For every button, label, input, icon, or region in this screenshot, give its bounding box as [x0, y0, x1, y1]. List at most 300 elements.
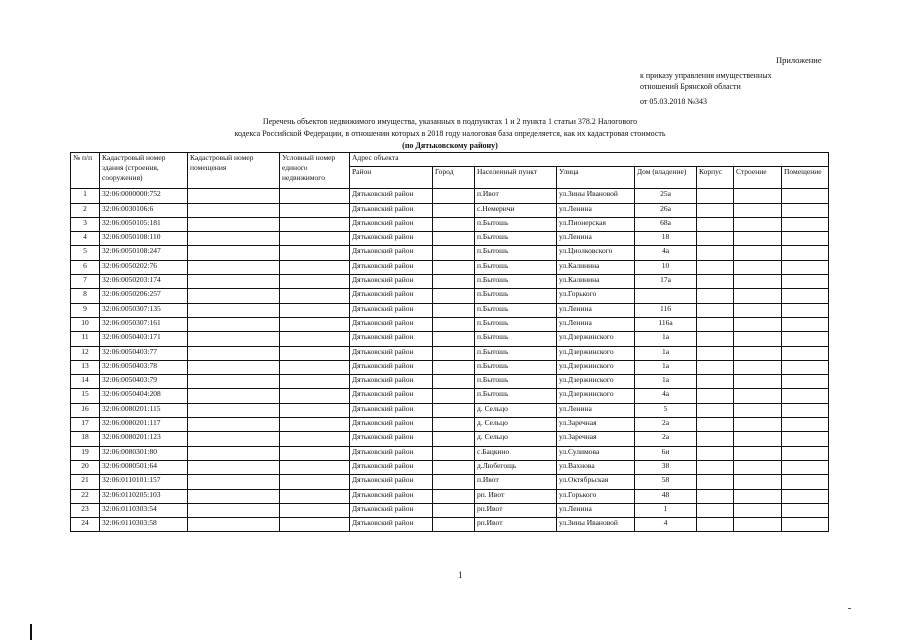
col-header-district: Район [350, 167, 433, 189]
cell-settlement: п.Бытошь [475, 217, 557, 231]
cell-street: ул.Циолковского [557, 246, 635, 260]
cell-settlement: п.Бытошь [475, 317, 557, 331]
cell-house: 116 [635, 303, 697, 317]
cell-house: 18 [635, 232, 697, 246]
cell-district: Дятьковский район [350, 289, 433, 303]
cell-cond-number [280, 189, 350, 203]
cell-district: Дятьковский район [350, 403, 433, 417]
cell-num: 10 [71, 317, 100, 331]
cell-num: 7 [71, 275, 100, 289]
cell-cad-room [188, 317, 280, 331]
cell-num: 12 [71, 346, 100, 360]
cell-district: Дятьковский район [350, 432, 433, 446]
cell-building [697, 475, 734, 489]
cell-street: ул.Дзержинского [557, 360, 635, 374]
cell-cad-building: 32:06:0080301:80 [100, 446, 188, 460]
cell-district: Дятьковский район [350, 203, 433, 217]
cell-house: 48 [635, 489, 697, 503]
cell-cond-number [280, 217, 350, 231]
cell-cad-building: 32:06:0080201:115 [100, 403, 188, 417]
cell-building [697, 489, 734, 503]
cell-house: 4а [635, 389, 697, 403]
cell-street: ул.Заречная [557, 432, 635, 446]
cell-settlement: п.Бытошь [475, 232, 557, 246]
cell-structure [734, 189, 782, 203]
cell-room [782, 332, 829, 346]
cell-cad-building: 32:06:0110303:54 [100, 503, 188, 517]
cell-num: 16 [71, 403, 100, 417]
cell-settlement: п.Бытошь [475, 360, 557, 374]
cell-building [697, 375, 734, 389]
cell-street: ул.Ленина [557, 317, 635, 331]
cell-settlement: п.Ивот [475, 189, 557, 203]
cell-structure [734, 489, 782, 503]
page-number: 1 [458, 570, 463, 580]
cell-structure [734, 217, 782, 231]
cell-room [782, 432, 829, 446]
cell-building [697, 346, 734, 360]
cell-cad-room [188, 503, 280, 517]
cell-city [433, 232, 475, 246]
cell-cad-room [188, 246, 280, 260]
cell-district: Дятьковский район [350, 489, 433, 503]
cell-num: 2 [71, 203, 100, 217]
cell-cad-building: 32:06:0110205:103 [100, 489, 188, 503]
table-row [71, 418, 829, 432]
cell-house: 1а [635, 332, 697, 346]
cell-room [782, 289, 829, 303]
cell-cad-building: 32:06:0080501:64 [100, 460, 188, 474]
cell-room [782, 275, 829, 289]
cell-cad-room [188, 332, 280, 346]
cell-district: Дятьковский район [350, 189, 433, 203]
cell-room [782, 303, 829, 317]
cell-house: 25а [635, 189, 697, 203]
document-title-line-1: Перечень объектов недвижимого имущества, указанных в подпунктах 1 и 2 пункта 1 статьи 378.2 Налогового [262, 117, 638, 126]
cell-house: 26а [635, 203, 697, 217]
cell-structure [734, 317, 782, 331]
cell-settlement: п.Бытошь [475, 303, 557, 317]
cell-cad-room [188, 346, 280, 360]
cell-street: ул.Калинина [557, 275, 635, 289]
cell-cad-building: 32:06:0050307:161 [100, 317, 188, 331]
cell-num: 19 [71, 446, 100, 460]
cell-structure [734, 389, 782, 403]
cell-num: 15 [71, 389, 100, 403]
cell-room [782, 389, 829, 403]
cell-settlement: с.Немеричи [475, 203, 557, 217]
cell-house: 5 [635, 403, 697, 417]
cell-house: 6и [635, 446, 697, 460]
cell-building [697, 203, 734, 217]
cell-room [782, 360, 829, 374]
cell-street: ул.Дзержинского [557, 332, 635, 346]
cell-district: Дятьковский район [350, 518, 433, 532]
cell-room [782, 418, 829, 432]
cell-num: 1 [71, 189, 100, 203]
cell-cond-number [280, 360, 350, 374]
cell-cad-room [188, 189, 280, 203]
cell-settlement: п.Бытошь [475, 289, 557, 303]
cell-house: 1 [635, 503, 697, 517]
cell-cond-number [280, 303, 350, 317]
cell-structure [734, 360, 782, 374]
cell-settlement: рп. Ивот [475, 489, 557, 503]
cell-cond-number [280, 489, 350, 503]
table-row [71, 332, 829, 346]
cell-room [782, 346, 829, 360]
cell-building [697, 518, 734, 532]
cell-num: 20 [71, 460, 100, 474]
table-row [71, 375, 829, 389]
cell-cad-room [188, 232, 280, 246]
document-title-line-2: кодекса Российской Федерации, в отношении которых в 2018 году налоговая база определяется, как их кадастровая стоимость [234, 129, 666, 138]
cell-room [782, 260, 829, 274]
table-row [71, 432, 829, 446]
cell-city [433, 418, 475, 432]
cell-room [782, 217, 829, 231]
cell-street: ул.Калинина [557, 260, 635, 274]
cell-city [433, 360, 475, 374]
cell-room [782, 503, 829, 517]
cell-cad-building: 32:06:0110303:58 [100, 518, 188, 532]
cell-cad-room [188, 203, 280, 217]
cell-building [697, 432, 734, 446]
cell-district: Дятьковский район [350, 460, 433, 474]
cell-settlement: п.Бытошь [475, 346, 557, 360]
cell-cad-building: 32:06:0050202:76 [100, 260, 188, 274]
cell-room [782, 317, 829, 331]
cell-num: 8 [71, 289, 100, 303]
cell-structure [734, 446, 782, 460]
cell-street: ул.Ленина [557, 303, 635, 317]
cell-house: 10 [635, 260, 697, 274]
cell-cond-number [280, 317, 350, 331]
cell-cond-number [280, 460, 350, 474]
cell-cad-building: 32:06:0050203:174 [100, 275, 188, 289]
col-header-cond-number: Условный номер единого недвижимого [280, 153, 350, 189]
cell-street: ул.Зины Ивановой [557, 518, 635, 532]
cell-cad-building: 32:06:0050403:77 [100, 346, 188, 360]
cell-structure [734, 260, 782, 274]
cell-structure [734, 232, 782, 246]
cell-settlement: рп.Ивот [475, 503, 557, 517]
cell-district: Дятьковский район [350, 217, 433, 231]
cell-house: 58 [635, 475, 697, 489]
cell-structure [734, 203, 782, 217]
cell-num: 21 [71, 475, 100, 489]
cell-num: 24 [71, 518, 100, 532]
col-header-house: Дом (владение) [635, 167, 697, 189]
cell-street: ул.Ленина [557, 503, 635, 517]
order-line-2: отношений Брянской области [640, 82, 741, 91]
cell-cad-room [188, 260, 280, 274]
cell-city [433, 346, 475, 360]
cell-district: Дятьковский район [350, 317, 433, 331]
cell-building [697, 446, 734, 460]
cell-num: 17 [71, 418, 100, 432]
col-header-building: Корпус [697, 167, 734, 189]
scan-edge-mark [30, 624, 32, 640]
cell-building [697, 232, 734, 246]
table-row [71, 518, 829, 532]
cell-building [697, 275, 734, 289]
cell-cad-building: 32:06:0050403:78 [100, 360, 188, 374]
cell-structure [734, 375, 782, 389]
cell-num: 18 [71, 432, 100, 446]
cell-structure [734, 475, 782, 489]
cell-house: 38 [635, 460, 697, 474]
cell-cad-building: 32:06:0110101:157 [100, 475, 188, 489]
cell-structure [734, 518, 782, 532]
cell-building [697, 360, 734, 374]
cell-building [697, 418, 734, 432]
cell-district: Дятьковский район [350, 389, 433, 403]
cell-structure [734, 303, 782, 317]
cell-house [635, 289, 697, 303]
cell-settlement: с.Бацкино [475, 446, 557, 460]
cell-settlement: п.Бытошь [475, 260, 557, 274]
table-row [71, 317, 829, 331]
cell-num: 3 [71, 217, 100, 231]
table-row [71, 260, 829, 274]
table-row [71, 489, 829, 503]
cell-street: ул.Дзержинского [557, 389, 635, 403]
cell-district: Дятьковский район [350, 232, 433, 246]
cell-num: 4 [71, 232, 100, 246]
cell-house: 1а [635, 360, 697, 374]
cell-street: ул.Дзержинского [557, 346, 635, 360]
cell-district: Дятьковский район [350, 260, 433, 274]
cell-structure [734, 503, 782, 517]
cell-cond-number [280, 346, 350, 360]
cell-street: ул.Сулимова [557, 446, 635, 460]
cell-room [782, 375, 829, 389]
col-header-city: Город [433, 167, 475, 189]
cell-cad-room [188, 518, 280, 532]
cell-building [697, 403, 734, 417]
cell-cad-building: 32:06:0050403:79 [100, 375, 188, 389]
cell-room [782, 189, 829, 203]
cell-street: ул.Дзержинского [557, 375, 635, 389]
cell-city [433, 503, 475, 517]
cell-num: 14 [71, 375, 100, 389]
cell-room [782, 489, 829, 503]
table-row [71, 503, 829, 517]
cell-building [697, 246, 734, 260]
cell-district: Дятьковский район [350, 246, 433, 260]
cell-num: 5 [71, 246, 100, 260]
cell-structure [734, 346, 782, 360]
cell-house: 116а [635, 317, 697, 331]
table-row [71, 246, 829, 260]
cell-cond-number [280, 403, 350, 417]
cell-room [782, 475, 829, 489]
cell-cond-number [280, 232, 350, 246]
table-row [71, 232, 829, 246]
cell-structure [734, 403, 782, 417]
cell-house: 4 [635, 518, 697, 532]
cell-district: Дятьковский район [350, 446, 433, 460]
table-row [71, 389, 829, 403]
header-row-1 [71, 153, 829, 167]
cell-cad-room [188, 289, 280, 303]
cell-settlement: п.Бытошь [475, 246, 557, 260]
cell-num: 6 [71, 260, 100, 274]
cell-cad-room [188, 303, 280, 317]
cell-house: 1а [635, 346, 697, 360]
cell-city [433, 375, 475, 389]
cell-cond-number [280, 275, 350, 289]
cell-cond-number [280, 260, 350, 274]
cell-structure [734, 246, 782, 260]
cell-building [697, 332, 734, 346]
cell-cond-number [280, 332, 350, 346]
cell-room [782, 446, 829, 460]
cell-cad-building: 32:06:0050108:110 [100, 232, 188, 246]
cell-city [433, 317, 475, 331]
cell-district: Дятьковский район [350, 503, 433, 517]
cell-city [433, 389, 475, 403]
cell-settlement: п.Бытошь [475, 389, 557, 403]
cell-city [433, 403, 475, 417]
table-row [71, 303, 829, 317]
cell-city [433, 217, 475, 231]
cell-cond-number [280, 246, 350, 260]
table-row [71, 189, 829, 203]
cell-street: ул.Октябрьская [557, 475, 635, 489]
cell-cad-building: 32:06:0050108:247 [100, 246, 188, 260]
cell-cond-number [280, 418, 350, 432]
cell-street: ул.Ленина [557, 232, 635, 246]
cell-cad-building: 32:06:0000000:752 [100, 189, 188, 203]
cell-district: Дятьковский район [350, 303, 433, 317]
cell-street: ул.Горького [557, 489, 635, 503]
cell-settlement: рп.Ивот [475, 518, 557, 532]
cell-house: 1а [635, 375, 697, 389]
cell-cad-room [188, 403, 280, 417]
cell-building [697, 317, 734, 331]
cell-street: ул.Ленина [557, 403, 635, 417]
cell-city [433, 289, 475, 303]
document-title-district: (по Дятьковскому району) [402, 141, 498, 150]
cell-structure [734, 275, 782, 289]
table-row [71, 275, 829, 289]
col-header-num: № п/п [71, 153, 100, 189]
table-row [71, 203, 829, 217]
table-row [71, 217, 829, 231]
cell-city [433, 203, 475, 217]
cell-house: 17а [635, 275, 697, 289]
cell-cad-building: 32:06:0080201:117 [100, 418, 188, 432]
cell-room [782, 403, 829, 417]
cell-structure [734, 460, 782, 474]
appendix-label: Приложение [776, 55, 822, 65]
cell-cond-number [280, 203, 350, 217]
cell-cad-room [188, 360, 280, 374]
cell-cad-building: 32:06:0050404:208 [100, 389, 188, 403]
table-row [71, 346, 829, 360]
cell-settlement: п.Бытошь [475, 332, 557, 346]
cell-room [782, 460, 829, 474]
table-row [71, 460, 829, 474]
cell-house: 68а [635, 217, 697, 231]
col-header-cad-building: Кадастровый номер здания (строения, сооружения) [100, 153, 188, 189]
cell-city [433, 189, 475, 203]
table-row [71, 475, 829, 489]
table-body [71, 189, 829, 532]
cell-room [782, 518, 829, 532]
cell-cad-room [188, 418, 280, 432]
cell-street: ул.Пионерская [557, 217, 635, 231]
cell-house: 2а [635, 432, 697, 446]
cell-district: Дятьковский район [350, 275, 433, 289]
cell-cond-number [280, 389, 350, 403]
col-header-street: Улица [557, 167, 635, 189]
cell-building [697, 460, 734, 474]
cell-num: 22 [71, 489, 100, 503]
cell-city [433, 275, 475, 289]
cell-district: Дятьковский район [350, 375, 433, 389]
cell-cad-room [188, 389, 280, 403]
col-header-room: Помещение [782, 167, 829, 189]
cell-district: Дятьковский район [350, 418, 433, 432]
cell-city [433, 475, 475, 489]
cell-num: 9 [71, 303, 100, 317]
cell-settlement: д.Любегощь [475, 460, 557, 474]
cell-cad-building: 32:06:0030106:6 [100, 203, 188, 217]
cell-street: ул.Ленина [557, 203, 635, 217]
cell-city [433, 303, 475, 317]
col-header-cad-room: Кадастровый номер помещения [188, 153, 280, 189]
cell-cond-number [280, 432, 350, 446]
cell-street: ул.Вахнова [557, 460, 635, 474]
cell-cond-number [280, 446, 350, 460]
cell-cad-building: 32:06:0050206:257 [100, 289, 188, 303]
cell-district: Дятьковский район [350, 332, 433, 346]
cell-city [433, 260, 475, 274]
cell-cad-room [188, 217, 280, 231]
cell-settlement: д. Сельцо [475, 418, 557, 432]
cell-city [433, 432, 475, 446]
cell-settlement: д. Сельцо [475, 432, 557, 446]
cell-cond-number [280, 518, 350, 532]
cell-city [433, 489, 475, 503]
cell-building [697, 389, 734, 403]
cell-cad-building: 32:06:0050307:135 [100, 303, 188, 317]
col-header-structure: Строение [734, 167, 782, 189]
table-row [71, 446, 829, 460]
cell-city [433, 332, 475, 346]
cell-room [782, 246, 829, 260]
cell-num: 23 [71, 503, 100, 517]
cell-district: Дятьковский район [350, 360, 433, 374]
cell-building [697, 217, 734, 231]
cell-num: 13 [71, 360, 100, 374]
cell-cad-building: 32:06:0050403:171 [100, 332, 188, 346]
cell-street: ул.Горького [557, 289, 635, 303]
property-register-table [70, 152, 829, 532]
cell-city [433, 460, 475, 474]
cell-settlement: д. Сельцо [475, 403, 557, 417]
cell-house: 4а [635, 246, 697, 260]
cell-cad-room [188, 432, 280, 446]
cell-street: ул.Заречная [557, 418, 635, 432]
cell-cond-number [280, 289, 350, 303]
cell-cad-room [188, 489, 280, 503]
cell-building [697, 289, 734, 303]
cell-cond-number [280, 375, 350, 389]
